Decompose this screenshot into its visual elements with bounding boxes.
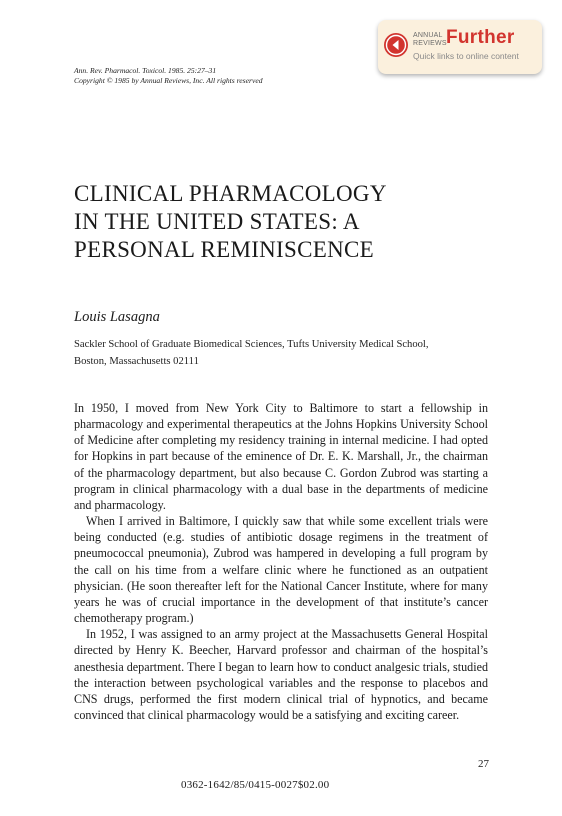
annual-reviews-label bbox=[413, 32, 447, 47]
affiliation-line-2: Boston, Massachusetts 02111 bbox=[74, 356, 199, 367]
body-paragraph-2: When I arrived in Baltimore, I quickly saw that while some excellent trials were being conducted (e.g. studies of antibiotic dosage regimens in the treatment of pneumococcal pneumonia), Zubrod was hampered in developing a full program by the call on his time from a welfare clinic where he functioned as an outpatient physician. (He soon thereafter left for the National Cancer Institute, where for many years he was of crucial importance in the development of that institute’s cancer chemotherapy program.) bbox=[74, 514, 488, 626]
title-line-1: CLINICAL PHARMACOLOGY bbox=[74, 181, 387, 206]
citation-line-copyright: Copyright © 1985 by Annual Reviews, Inc. All rights reserved bbox=[74, 76, 263, 85]
article-title bbox=[74, 180, 387, 264]
title-line-3: PERSONAL REMINISCENCE bbox=[74, 237, 374, 262]
annual-label: ANNUAL bbox=[413, 32, 443, 39]
page-number: 27 bbox=[478, 758, 489, 770]
further-label: Further bbox=[446, 27, 515, 48]
body-paragraph-1: In 1950, I moved from New York City to Baltimore to start a fellowship in pharmacology and experimental therapeutics at the Johns Hopkins University School of Medicine after completing my residency training in internal medicine. I had opted for Hopkins in part because of the eminence of Dr. E. K. Marshall, Jr., the chairman of the pharmacology department, but also because C. Gordon Zubrod was starting a program in clinical pharmacology with a dual base in the departments of medicine and pharmacology. bbox=[74, 401, 488, 512]
affiliation-line-1: Sackler School of Graduate Biomedical Sciences, Tufts University Medical School, bbox=[74, 339, 429, 350]
title-line-2: IN THE UNITED STATES: A bbox=[74, 209, 360, 234]
author-affiliation bbox=[74, 336, 488, 370]
back-arrow-circle-icon bbox=[384, 33, 408, 57]
body-paragraph-3: In 1952, I was assigned to an army project at the Massachusetts General Hospital directed by Henry K. Beecher, Harvard professor and chairman of the hospital’s anesthesia department. There I began to learn how to conduct analgesic trials, studied the interaction between psychological variables and the response to placebos and CNS drugs, performed the first modern clinical trial of hypnotics, and became convinced that clinical pharmacology would be a satisfying and exciting career. bbox=[74, 627, 488, 722]
quick-links-label: Quick links to online content bbox=[413, 51, 519, 61]
citation-line-journal: Ann. Rev. Pharmacol. Toxicol. 1985. 25:27–31 bbox=[74, 66, 217, 75]
citation-header bbox=[74, 66, 263, 86]
article-body bbox=[74, 400, 488, 723]
annual-reviews-further-badge[interactable] bbox=[378, 20, 542, 74]
author-name: Louis Lasagna bbox=[74, 309, 160, 325]
article-code: 0362-1642/85/0415-0027$02.00 bbox=[181, 779, 330, 791]
reviews-label: REVIEWS bbox=[413, 39, 447, 47]
